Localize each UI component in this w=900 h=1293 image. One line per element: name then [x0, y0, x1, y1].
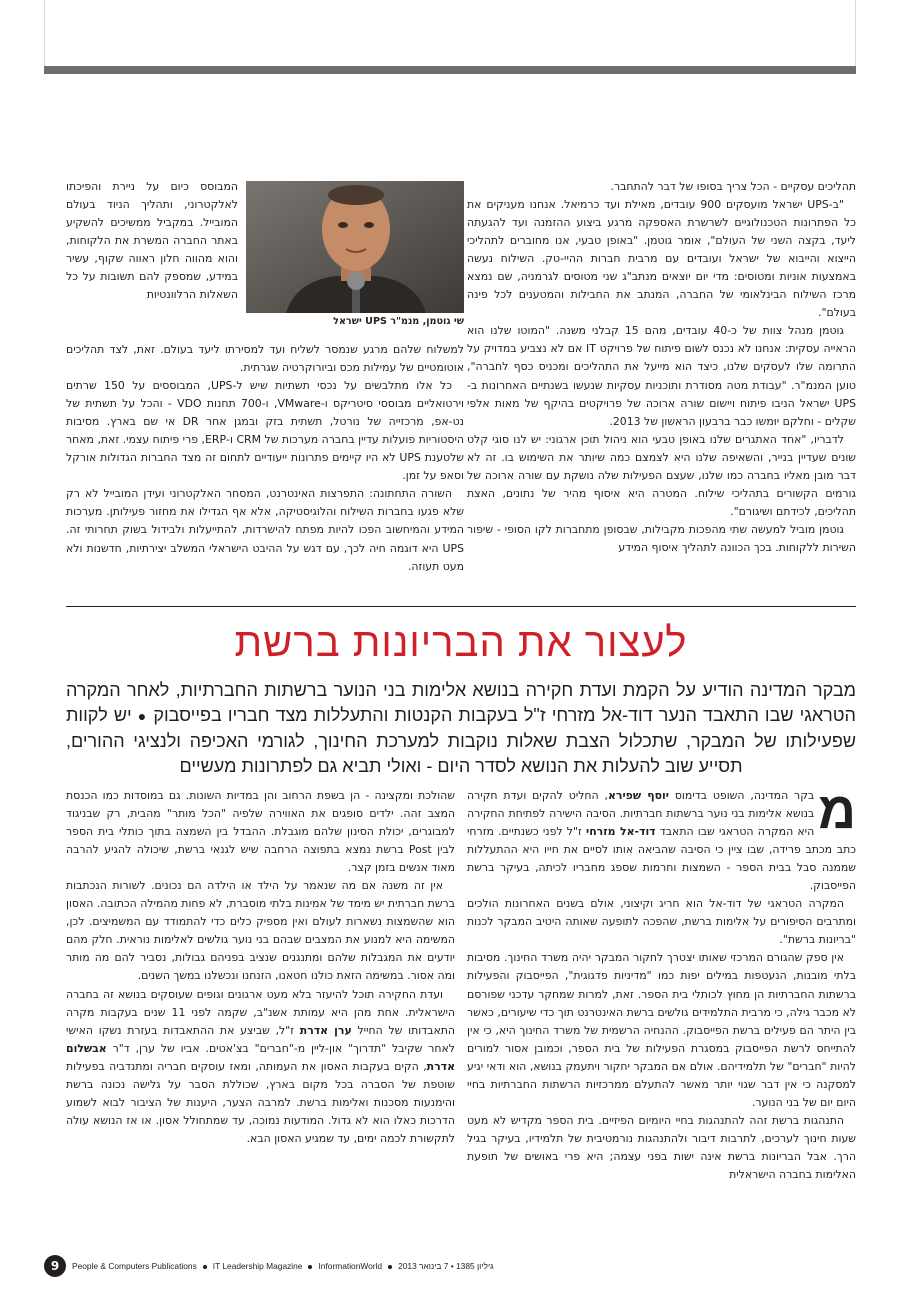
frame-line-right [855, 0, 856, 66]
paragraph: "ב-UPS ישראל מועסקים 900 עובדים, מאילת ועד כרמיאל. אנחנו מעניקים את כל הפתרונות הטכנולוגיים לשרשרת האספקה מרגע ביצוע ההזמנה ועד להגעתה ליעד, בקצה השני של העולם", אומר גוטמן. "באופן טבעי, אנו מחוברים לתהליכי הייצוא והייבוא של ישראל ועובדים עם מרבית חברות ההיי-טק. השילוח נעשה באמצעות אוניות ומטוסים: מדי יום יוצאים מנתב"ג שני מטוסים לגרמניה, שם נמצא מרכז השילוח הבינלאומי של החברה, המנתב את החבילות והמטענים לכל פינה בעולם". [467, 198, 856, 320]
paragraph: לדבריו, "אחד האתגרים שלנו באופן טבעי הוא ניהול תוכן ארגוני: יש לנו סוגי קלט שונים שעדיין בנייר, והשאיפה שלנו היא לצמצם כמה שיותר את השימוש בו. זה לא דבר מובן מאליו בחברה כמו שלנו, שעצם הפעילות שלה נושקת עם שורה ארוכה של גורמים הקשורים בתהליכי שילוח. המטרה היא איסוף מהיר של נתונים, האצת תהליכים, לכידתם ושיגורם". [467, 432, 856, 518]
bottom-right-column [467, 782, 856, 1184]
text-run: , החליט להקים ועדת חקירה בנושא אלימות בני נוער ברשתות חברתיות. הסיבה הישירה לפתיחת החקירה היא המקרה הטראגי שבו התאבד [467, 789, 815, 839]
person-name: יוסף שפירא [607, 789, 669, 802]
paragraph: אין זה משנה אם מה שנאמר על הילד או הילדה הם נכונים. לשורות הנכתבות ברשת חברתית יש מימד של אמינות בלתי מוסברת, לא פחות מהמילה הכתובה. האסון הוא שהשמצות נשארות לעולם ואין מספיק כלים כדי להתמודד עם המשמיצים. לכן, המשימה היא למנוע את המצבים שבהם בני נוער גולשים לאלימות נוראית. חלק מהם יודעים את המגבלות שלהם ומתנגנים שנציב בפניהם גבולות, נסביר להם מה מותר ומה אסור. במשימה הזאת כולנו חטאנו, הזנחנו ונכשלנו במשך השנים. [66, 879, 455, 983]
person-name: ערן אדרת [299, 1023, 352, 1037]
paragraph: המבוסס כיום על ניירת והפיכתו לאלקטרוני, ותהליך הניוד בעולם המובייל. במקביל ממשיכים להשקיע באתר החברה המשרת את הלקוחות, והוא מהווה חלון ראווה שקוף, עשיר במידע, שמספק להם תשובות על כל השאלות הרלוונטיות [66, 180, 238, 302]
bullet-icon [203, 1265, 207, 1269]
lead-bullet-icon: ● [137, 708, 148, 724]
portrait-illustration [246, 181, 464, 313]
section-divider [66, 606, 856, 607]
paragraph: המקרה הטראגי של דוד-אל הוא חריג וקיצוני, אולם בשנים האחרונות הולכים ומתרבים הסיפורים על אלימות ברשת, שהפכה לתופעה שאותה היטיב המבקר לכנות "בריונות ברשת". [467, 897, 856, 947]
page-footer [44, 1255, 856, 1277]
paragraph: שהולכת ומקצינה - הן בשפת הרחוב והן במדיות השונות. גם במוסדות כמו הכנסת המצב זהה. ילדים סופגים את האווירה שלפיה "הכל מותר" מהבית, רק שבניגוד למבוגרים, יכולת הסינון שלהם מוגבלת. ההבדל בין השמצה בתוך כותלי בית הספר לבין Post ברשת נמצא בתפוצה הרחבה שיש לגנאי ברשת, שיכולה להגיע להרבה מאוד אנשים בזמן קצר. [66, 789, 455, 875]
paragraph: גוטמן מוביל למעשה שתי מהפכות מקבילות, שבסופן מתחברות לקו הסופי - שיפור השירות ללקוחות. בכך הכוונה לתהליך איסוף המידע [467, 522, 856, 554]
text-run: ז"ל לפני כשנתיים. מזרחי כתב מכתב פרידה, שבו ציין כי הסיבה שהביאה אותו לסיים את חייו היא ההתעללות שממנה סבל בבית הספר - השמצות וחרמות שספג מחבריו לכיתה, בעיקר ברשת הפייסבוק. [467, 825, 856, 893]
top-gray-bar [44, 66, 856, 74]
top-left-column-intro [66, 178, 238, 304]
bullet-icon [388, 1265, 392, 1269]
footer-text [72, 1259, 494, 1273]
text-run: , הקים בעקבות האסון את העמותה, ומאז עוסקים חבריה ומתנדביה בפעילות שוטפת של הסברה בכל מקום בארץ, שכוללת הסבר על גלישה נכונה ברשת והימנעות מסכנות ואלימות ברשת. למרבה הצער, היענות של הציבור לבוא לשמוע הדרכות כאלו הוא לא גדול. המודעות נמוכה, עד שמתחולל אסון. או אז הנושא עולה לתקשורת לכמה ימים, עד שמגיע האסון הבא. [66, 1059, 455, 1145]
top-right-column [467, 178, 856, 557]
text-run: ז"ל, שביצע את ההתאבדות בעזרת נשקו האישי לאחר שקיבל "תדרוך" און-ליין מ-"חברים" בצ'אטים. אביו של ערן, ד"ר [66, 1023, 455, 1055]
first-paragraph [467, 782, 856, 895]
footer-issue: גיליון 1385 • 7 בינואר 2013 [398, 1261, 494, 1271]
paragraph: תהליכים עסקיים - הכל צריך בסופו של דבר להתחבר. [610, 180, 856, 193]
portrait-photo [246, 181, 464, 313]
article-lead [66, 678, 856, 779]
frame-line-left [44, 0, 45, 66]
lead-text-part1: מבקר המדינה הודיע על הקמת ועדת חקירה בנושא אלימות בני הנוער ברשתות החברתיות, לאחר המקרה הטראגי שבו התאבד הנער דוד-אל מזרחי ז"ל בעקבות הקנטות והתעללות מצד חבריו בפייסבוק [66, 680, 856, 725]
bullet-icon [308, 1265, 312, 1269]
lead-text-part2: יש לקוות שפעילותו של המבקר, שתכלול הצבת שאלות נוקבות למערכת החינוך, לגורמי האכיפה ולנציגי ההורים, תסייע שוב להעלות את הנושא לסדר היום - ואולי תביא גם לפתרונות מעשיים [66, 705, 856, 776]
photo-caption: שי גוטמן, מנמ"ר UPS ישראל [333, 316, 464, 327]
footer-magazine: IT Leadership Magazine [212, 1261, 303, 1271]
person-name: דוד-אל מזרחי [585, 825, 656, 839]
paragraph: התנהגות ברשת זהה להתנהגות בחיי היומיום הפיזיים. בית הספר מקדיש לא מעט שעות חינוך לערכים, לתרבות דיבור ולהתנהגות נורמטיבית של תלמידיו, בעיקר בגיל הרך. אבל הבריונות ברשת אינה ישות בפני עצמה; היא פרי באושים של תופעת האלימות בחברה הישראלית [467, 1113, 856, 1181]
paragraph: למשלוח שלהם מרגע שנמסר לשליח ועד למסירתו ליעד בעולם. זאת, לצד תהליכים אוטומטיים של עמילות מכס וביורוקרטיה שגרתית. [66, 343, 464, 375]
text-run: ועדת החקירה תוכל להיעזר בלא מעט ארגונים וגופים שעוסקים בנושא זה בחברה הישראלית. אחת מהן היא עמותת אשנ"ב, שקמה לפני 11 שנים בעקבות מקרה התאבדותו של החייל [66, 987, 456, 1037]
top-left-column [66, 341, 464, 576]
footer-site: InformationWorld [318, 1261, 383, 1271]
paragraph: אין ספק שהגורם המרכזי שאותו יצטרך לחקור המבקר יהיה משרד החינוך. מסיבות בלתי מובנות, הנעטפות במילים יפות כמו "מדיניות פדגוגית", הפייסבוק והפעילות ברשתות החברתיות הן מחוץ לכותלי בית הספר. זאת, למרות שמחקר עדכני שפורסם לא מכבר גילה, כי מרבית התלמידים גולשים ברשת האינטרנט תוך כדי שיעורים, כאשר בין היתר הם פעילים ברשת הפייסבוק. ההנחיה הרשמית של משרד החינוך היא, כי אין להתייחס לרשת הפייסבוק במסגרת הפעילות של בית הספר, וכמובן אסור למורים להיות "חברים" של תלמידיהם. אולם אם המבקר יחקור ויתעמק בנושא, הוא ודאי יגיע למסקנה כי אין דבר שגוי יותר מאשר להתעלם ממרכזיות הרשתות החברתיות בחיי היום יום של בני הנוער. [467, 951, 856, 1109]
page-number: 9 [44, 1255, 66, 1277]
bottom-left-column [66, 787, 455, 1148]
text-run: בקר המדינה, השופט בדימוס [668, 789, 815, 802]
footer-publisher: People & Computers Publications [72, 1261, 197, 1271]
paragraph [66, 986, 455, 1148]
drop-cap: מ [818, 782, 856, 840]
paragraph: כל אלו מתלבשים על נכסי תשתיות שיש ל-UPS, המבוססים על 150 שרתים וירטואליים מבוססי סיטריקס ו-VMware, ו-700 תחנות VDO - והכל על תשתית של נט-אפ, מרכזייה של נורטל, תשתית בזק ובמגן אחר DR אי שם בארץ. מסיבות היסטוריות פועלות עדיין בחברה מערכות של CRM ו-ERP, פרי פיתוח עצמי. זאת, מאחר שלטענת UPS לא היו קיימים פתרונות ייעודיים לתחום זה מצד החברות הגדולות אורקל וסאפ על זמן. [66, 379, 464, 483]
person-name: אבשלום אדרת [66, 1041, 455, 1073]
article-headline: לעצור את הבריונות ברשת [234, 621, 688, 665]
paragraph: השורה התחתונה: התפרצות האינטרנט, המסחר האלקטרוני ועידן המובייל לא רק שלא פגעו בחברות השילוח והלוגיסטיקה, אלא אף הגדילו את מחזור פעילותן. מערכות המידע והמיחשוב הפכו להיות מפתח להישרדות, להתייעלות ולבידול בשוק תחרותי זה. UPS היא דוגמה חיה לכך, עם דגש על ההיבט הישראלי המשלב יצירתיות, חדשנות ולא מעט תעוזה. [66, 487, 464, 573]
paragraph: גוטמן מנהל צוות של כ-40 עובדים, מהם 15 קבלני משנה. "המוטו שלנו הוא הראייה עסקית: אנחנו לא נכנס לשום פיתוח של פרויקט IT אם לא נצביע במדויק על התרומה שלו לעסקים שלנו, כיצד הוא מייעל את התהליכים ומכניס כסף לחברה", טוען המנמ"ר. "עבודת מטה מסודרת ותוכניות עסקיות שנעשו בשנתיים האחרונות ב-UPS ישראל הניבו פיתוח ויישום שורה ארוכה של פרויקטים בהיקף של מאות אלפי שקלים - וחלקם יוּמשו כבר ברבעון הראשון של 2013. [467, 324, 857, 428]
